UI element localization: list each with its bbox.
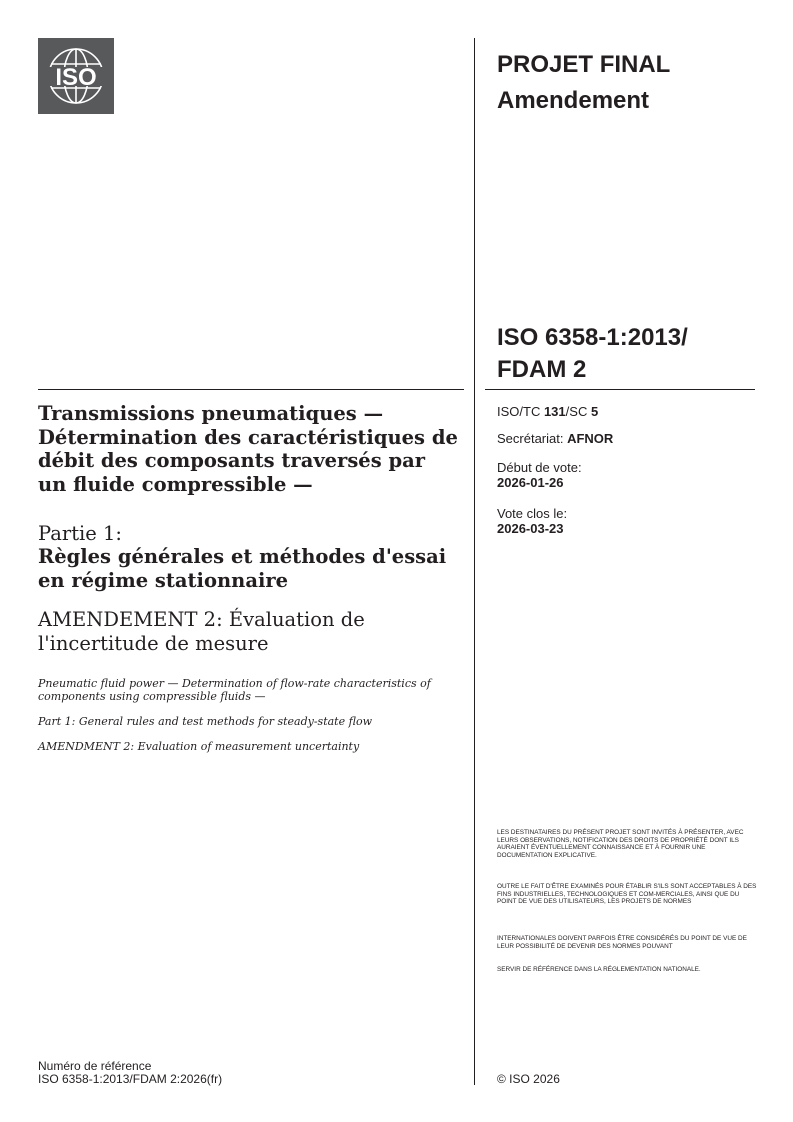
title-rule-right	[485, 389, 755, 390]
reference-line-2: FDAM 2	[497, 356, 587, 383]
title-fr-part-label: Partie 1:	[38, 522, 122, 545]
iso-logo-text: ISO	[55, 64, 97, 91]
vote-start	[497, 460, 582, 490]
document-status	[497, 47, 670, 119]
reference-number-label: Numéro de référence	[38, 1059, 152, 1073]
title-en-main: Pneumatic fluid power — Determination of flow-rate characteristics of components using compressible fluids —	[38, 677, 431, 703]
title-fr-amendment: AMENDEMENT 2: Évaluation de l'incertitude de mesure	[38, 608, 365, 655]
iso-globe-icon	[38, 38, 114, 114]
notice-paragraph-1: LES DESTINATAIRES DU PRÉSENT PROJET SONT INVITÉS À PRÉSENTER, AVEC LEURS OBSERVATIONS, NOTIFICATION DES DROITS DE PROPRIÉTÉ DONT ILS AURAIENT ÉVENTUELLEMENT CONNAISSANCE ET À FOURNIR UNE DOCUMENTATION EXPLICATIVE.	[497, 829, 744, 859]
column-divider	[474, 38, 475, 1085]
status-line-2: Amendement	[497, 87, 650, 114]
iso-logo	[38, 38, 114, 114]
notice-paragraph-3: INTERNATIONALES DOIVENT PARFOIS ÊTRE CONSIDÉRÉS DU POINT DE VUE DE LEUR POSSIBILITÉ DE DEVENIR DES NORMES POUVANT	[497, 935, 747, 950]
secretariat	[497, 431, 613, 446]
committee-tc: 131	[543, 404, 566, 419]
secretariat-label: Secrétariat:	[497, 431, 568, 446]
title-en-amendment: AMENDMENT 2: Evaluation of measurement uncertainty	[38, 740, 360, 753]
title-en-part: Part 1: General rules and test methods for steady-state flow	[38, 715, 372, 728]
notice-paragraph-4: SERVIR DE RÉFÉRENCE DANS LA RÉGLEMENTATION NATIONALE.	[497, 966, 701, 973]
document-reference	[497, 322, 688, 386]
copyright: © ISO 2026	[497, 1072, 560, 1086]
committee	[497, 404, 598, 419]
reference-number	[38, 1060, 222, 1086]
committee-prefix: ISO/TC	[497, 404, 544, 419]
vote-end-label: Vote clos le:	[497, 506, 568, 521]
title-rule-left	[38, 389, 464, 390]
committee-sc: 5	[590, 404, 599, 419]
vote-end	[497, 506, 567, 536]
vote-start-value: 2026-01-26	[497, 475, 564, 490]
title-fr-part: Règles générales et méthodes d'essai en régime stationnaire	[38, 545, 447, 592]
vote-end-value: 2026-03-23	[497, 521, 564, 536]
secretariat-value: AFNOR	[567, 431, 614, 446]
reference-number-value: ISO 6358-1:2013/FDAM 2:2026(fr)	[38, 1072, 223, 1086]
notice-paragraph-2: OUTRE LE FAIT D'ÊTRE EXAMINÉS POUR ÉTABLIR S'ILS SONT ACCEPTABLES À DES FINS INDUSTRIELLES, TECHNOLOGIQUES ET COM-MERCIALES, AINSI QUE DU POINT DE VUE DES UTILISATEURS, LES PROJETS DE NORMES	[497, 883, 757, 906]
status-line-1: PROJET FINAL	[497, 51, 671, 78]
vote-start-label: Début de vote:	[497, 460, 582, 475]
title-fr-main: Transmissions pneumatiques — Détermination des caractéristiques de débit des composants traversés par un fluide compressible —	[38, 402, 458, 496]
committee-sep: /SC	[565, 404, 591, 419]
reference-line-1: ISO 6358-1:2013/	[497, 324, 688, 351]
